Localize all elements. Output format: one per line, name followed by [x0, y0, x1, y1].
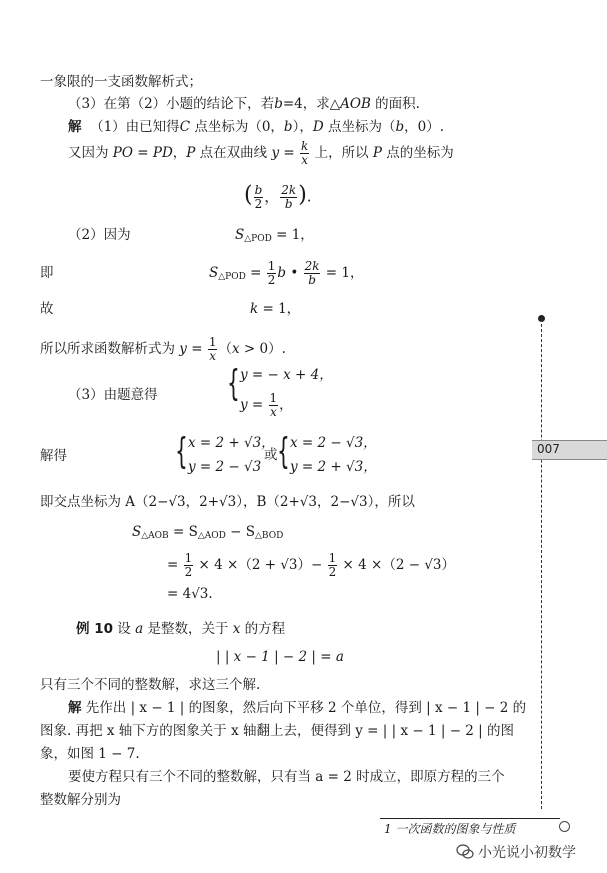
var: b	[274, 96, 283, 112]
text-line	[68, 118, 444, 136]
equation	[250, 300, 300, 318]
text-span: 所以所求函数解析式为	[40, 341, 180, 357]
text-span: 又因为	[68, 145, 113, 161]
text-span: 点的坐标为	[381, 145, 454, 161]
subscript: △POD	[218, 272, 246, 282]
solution-label: 解	[68, 700, 82, 716]
text-span: ，	[172, 145, 187, 161]
text-span: =	[186, 341, 207, 357]
text-line: 即交点坐标为 A（2−√3，2+√3），B（2+√3，2−√3），所以	[40, 494, 415, 510]
watermark-text: 小光说小初数学	[478, 845, 576, 861]
text-span: =	[279, 145, 300, 161]
text-span: > 0）.	[239, 341, 286, 357]
text-line	[68, 140, 454, 167]
text-span: ，0）.	[404, 119, 444, 135]
numerator: b	[254, 183, 263, 197]
var: PO	[112, 145, 133, 161]
text-span: 的方程	[240, 621, 286, 637]
denominator: 2	[184, 565, 193, 579]
denominator: x	[301, 153, 309, 167]
denominator: b	[284, 197, 293, 211]
equation	[167, 552, 455, 579]
var: S	[209, 265, 219, 281]
text-span: ，	[264, 187, 280, 206]
fraction	[267, 260, 277, 287]
text-span: 的面积.	[370, 96, 420, 112]
text-line: 故	[40, 301, 54, 317]
text-span: =4，求△	[282, 96, 341, 112]
text-span: y =	[240, 397, 268, 413]
subscript: △BOD	[255, 531, 284, 541]
page-number-tab	[532, 440, 607, 460]
numerator: 2k	[304, 259, 320, 273]
text-span: 设	[113, 621, 136, 637]
solution-row: x = 2 − √3，	[290, 435, 377, 451]
numerator: k	[301, 139, 309, 153]
var: b	[277, 265, 287, 281]
fraction	[184, 552, 194, 579]
numerator: 1	[269, 391, 278, 405]
text-line: 即	[40, 265, 54, 281]
brace: {	[277, 431, 290, 472]
text-line	[68, 95, 420, 113]
footer-rule	[380, 818, 560, 819]
text-line	[68, 699, 526, 717]
system-row: y = − x + 4，	[240, 367, 333, 383]
brace: {	[227, 363, 240, 404]
var: C	[179, 119, 191, 135]
text-span: × 4 ×（2 + √3）−	[194, 557, 327, 573]
var: AOB	[340, 96, 371, 112]
var: PD	[152, 145, 173, 161]
denominator: x	[269, 405, 277, 419]
numerator: 2k	[281, 183, 297, 197]
text-line: （3）由题意得	[68, 387, 158, 403]
chapter-footer: 1 一次函数的图象与性质	[384, 822, 516, 836]
text-span: ），	[292, 119, 313, 135]
wechat-icon	[456, 844, 474, 860]
text-span: 是整数，关于	[143, 621, 233, 637]
fraction	[269, 392, 279, 419]
var: x	[231, 341, 240, 357]
text-line: 解得	[40, 448, 67, 464]
footer-circle-icon	[559, 821, 570, 832]
fraction	[254, 184, 264, 211]
fraction	[300, 140, 309, 167]
margin-dashed-line	[541, 319, 542, 809]
text-span: =	[132, 145, 153, 161]
var: x	[232, 621, 241, 637]
text-line: 象，如图 1 − 7.	[40, 746, 140, 762]
denominator: b	[308, 273, 316, 287]
paren: (	[244, 182, 253, 208]
var: P	[186, 145, 196, 161]
text-line	[76, 620, 285, 638]
solution-label: 解	[68, 119, 82, 135]
numerator: 1	[267, 259, 276, 273]
subscript: △POD	[244, 234, 272, 244]
example-label: 例 10	[76, 621, 113, 637]
subscript: △AOB	[141, 531, 169, 541]
text-span: = S	[168, 524, 198, 540]
or-text: 或	[264, 447, 278, 463]
var: S	[132, 524, 142, 540]
solution-row: y = 2 − √3	[188, 459, 262, 475]
text-span: •	[286, 265, 303, 281]
denominator: x	[209, 349, 217, 363]
denominator: 2	[254, 197, 263, 211]
text-span: = 1，	[321, 265, 364, 281]
text-line: 整数解分别为	[40, 792, 121, 808]
equation: | | x − 1 | − 2 | = a	[216, 649, 344, 665]
fraction	[304, 260, 321, 287]
text-span: × 4 ×（2 − √3）	[338, 557, 456, 573]
equation	[209, 260, 363, 287]
text-span: （3）在第（2）小题的结论下，若	[68, 96, 275, 112]
text-span: = 1，	[271, 227, 314, 243]
subscript: △AOD	[197, 531, 226, 541]
var: y	[271, 145, 280, 161]
fraction	[328, 552, 338, 579]
system-row	[240, 392, 293, 419]
fraction	[208, 336, 218, 363]
text-span: − S	[225, 524, 255, 540]
text-line: 要使方程只有三个不同的整数解，只有当 a = 2 时成立，即原方程的三个	[68, 769, 505, 785]
text-line	[40, 336, 286, 363]
denominator: 2	[328, 565, 337, 579]
solution-row: y = 2 + √3，	[290, 459, 377, 475]
var: D	[312, 119, 324, 135]
fraction	[280, 184, 297, 211]
text-span: （1）由已知得	[90, 119, 180, 135]
var: P	[372, 145, 382, 161]
paren: )	[298, 182, 307, 208]
text-span: = 1，	[258, 301, 301, 317]
numerator: 1	[208, 335, 217, 349]
text-span: （	[218, 341, 232, 357]
text-span: 先作出 | x − 1 | 的图象，然后向下平移 2 个单位，得到 | x − 1 | − 2 的	[81, 700, 527, 716]
text-line: 一象限的一支函数解析式；	[40, 74, 202, 90]
page-number: 007	[537, 442, 560, 456]
solution-row: x = 2 + √3，	[188, 435, 275, 451]
text-span: 点坐标为（0，	[190, 119, 284, 135]
equation: = 4√3.	[167, 586, 213, 602]
numerator: 1	[184, 551, 193, 565]
text-line: 图象. 再把 x 轴下方的图象关于 x 轴翻上去，便得到 y = | | x − 1 | − 2 | 的图	[40, 723, 515, 739]
text-span: =	[167, 557, 183, 573]
brace: {	[175, 431, 188, 472]
numerator: 1	[328, 551, 337, 565]
var: k	[250, 301, 259, 317]
text-line: 只有三个不同的整数解，求这三个解.	[40, 677, 261, 693]
var: a	[135, 621, 144, 637]
text-span: 点坐标为（	[323, 119, 396, 135]
text-span: 上，所以	[310, 145, 373, 161]
equation	[235, 226, 314, 248]
text-span: ，	[279, 397, 293, 413]
denominator: 2	[267, 273, 276, 287]
text-line: （2）因为	[68, 227, 131, 243]
p-coordinates	[244, 184, 312, 211]
var: b	[283, 119, 293, 135]
var: S	[235, 227, 245, 243]
text-span: =	[245, 265, 266, 281]
text-span: 点在双曲线	[195, 145, 272, 161]
equation	[132, 523, 283, 545]
text-span: .	[306, 187, 312, 206]
var: y	[179, 341, 187, 357]
var: b	[395, 119, 405, 135]
